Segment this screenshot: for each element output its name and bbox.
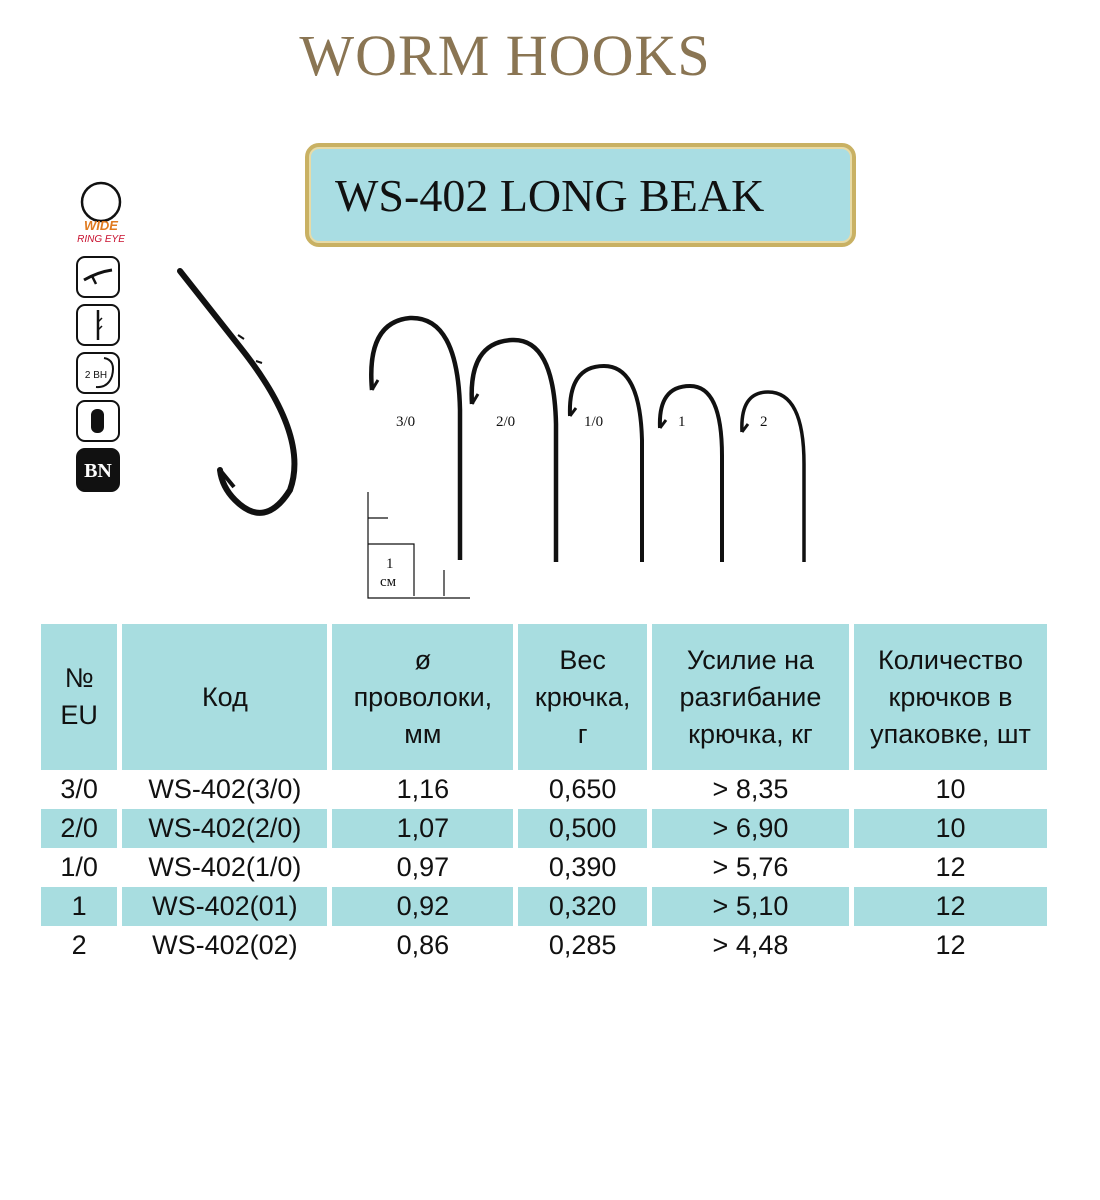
cell-code: WS-402(01) (122, 887, 327, 926)
cell-force: > 4,48 (712, 930, 789, 960)
header-text: мм (404, 718, 442, 749)
header-size-eu (41, 624, 117, 770)
header-pack-quantity (854, 624, 1047, 770)
hook-1 (660, 386, 722, 562)
hook-2 (742, 392, 804, 562)
cell-weight: 0,390 (548, 852, 617, 882)
cell-force: > 5,10 (652, 887, 849, 926)
cell-force: > 5,76 (712, 852, 789, 882)
size-label-2: 2 (760, 414, 768, 430)
cell-code: WS-402(02) (152, 930, 298, 960)
cell-size: 3/0 (60, 774, 98, 804)
cell-quantity: 12 (935, 930, 966, 960)
bn-coating-icon (76, 448, 120, 492)
cell-weight: 0,500 (518, 809, 647, 848)
header-weight (518, 624, 647, 770)
scale-unit: см (380, 574, 397, 590)
header-text: Усилие на (686, 644, 815, 675)
header-unbending-force (652, 624, 849, 770)
cell-weight: 0,285 (548, 930, 617, 960)
cell-quantity: 12 (854, 887, 1047, 926)
header-text: Код (201, 681, 248, 712)
hook-1-0 (570, 366, 642, 562)
hook-sizes-diagram (360, 300, 840, 650)
scale-reference (368, 492, 470, 598)
cell-code: WS-402(1/0) (148, 852, 302, 882)
size-label-2-0: 2/0 (496, 414, 516, 430)
size-label-1: 1 (678, 414, 686, 430)
header-text: Количество (877, 644, 1023, 675)
table-row (41, 887, 1047, 926)
hook-3-0 (371, 318, 460, 560)
table-row (41, 770, 1047, 809)
table-header-row (41, 624, 1047, 770)
page-title: WORM HOOKS (299, 23, 711, 88)
header-text: EU (60, 700, 98, 730)
cell-diameter: 1,07 (332, 809, 513, 848)
cell-size: 2/0 (41, 809, 117, 848)
header-text: разгибание (679, 681, 822, 712)
cell-weight: 0,320 (518, 887, 647, 926)
table-row (41, 809, 1047, 848)
cell-diameter: 0,86 (396, 930, 450, 960)
header-text: крючка, кг (688, 718, 813, 749)
table-row (41, 926, 1047, 965)
wide-ring-eye-icon (70, 180, 132, 246)
header-text: ø (414, 644, 432, 675)
beak-point-icon (76, 256, 120, 298)
barbs-icon (76, 400, 120, 442)
header-text: крючков в (888, 681, 1013, 712)
cell-force: > 8,35 (712, 774, 789, 804)
cell-force: > 6,90 (652, 809, 849, 848)
cell-size: 1 (41, 887, 117, 926)
cell-diameter: 0,92 (332, 887, 513, 926)
hook-2-0 (472, 340, 556, 562)
ring-eye-word: RING EYE (77, 234, 125, 245)
cell-diameter: 0,97 (396, 852, 450, 882)
cell-quantity: 10 (854, 809, 1047, 848)
header-wire-diameter (332, 624, 513, 770)
header-text: проволоки, (353, 681, 493, 712)
header-text: крючка, (534, 681, 631, 712)
bend-icon (76, 352, 120, 394)
bend-label: 2 BH (84, 370, 108, 381)
coating-label: BN (84, 460, 112, 482)
spec-table (36, 624, 1052, 965)
cell-code: WS-402(2/0) (122, 809, 327, 848)
cell-diameter: 1,16 (396, 774, 450, 804)
wide-eye-word: WIDE (84, 218, 118, 233)
cell-quantity: 10 (935, 774, 966, 804)
cell-size: 1/0 (60, 852, 98, 882)
header-text: № (64, 663, 94, 693)
cell-weight: 0,650 (548, 774, 617, 804)
model-title: WS-402 LONG BEAK (335, 170, 765, 221)
size-label-1-0: 1/0 (584, 414, 604, 430)
long-shank-icon (76, 304, 120, 346)
cell-size: 2 (71, 930, 87, 960)
header-code (122, 624, 327, 770)
model-banner (305, 143, 856, 247)
cell-quantity: 12 (935, 852, 966, 882)
cell-code: WS-402(3/0) (148, 774, 302, 804)
header-text: упаковке, шт (870, 718, 1031, 749)
scale-value: 1 (386, 556, 394, 572)
header-text: г (577, 718, 588, 749)
table-row (41, 848, 1047, 887)
size-label-3-0: 3/0 (396, 414, 416, 430)
header-text: Вес (559, 644, 606, 675)
